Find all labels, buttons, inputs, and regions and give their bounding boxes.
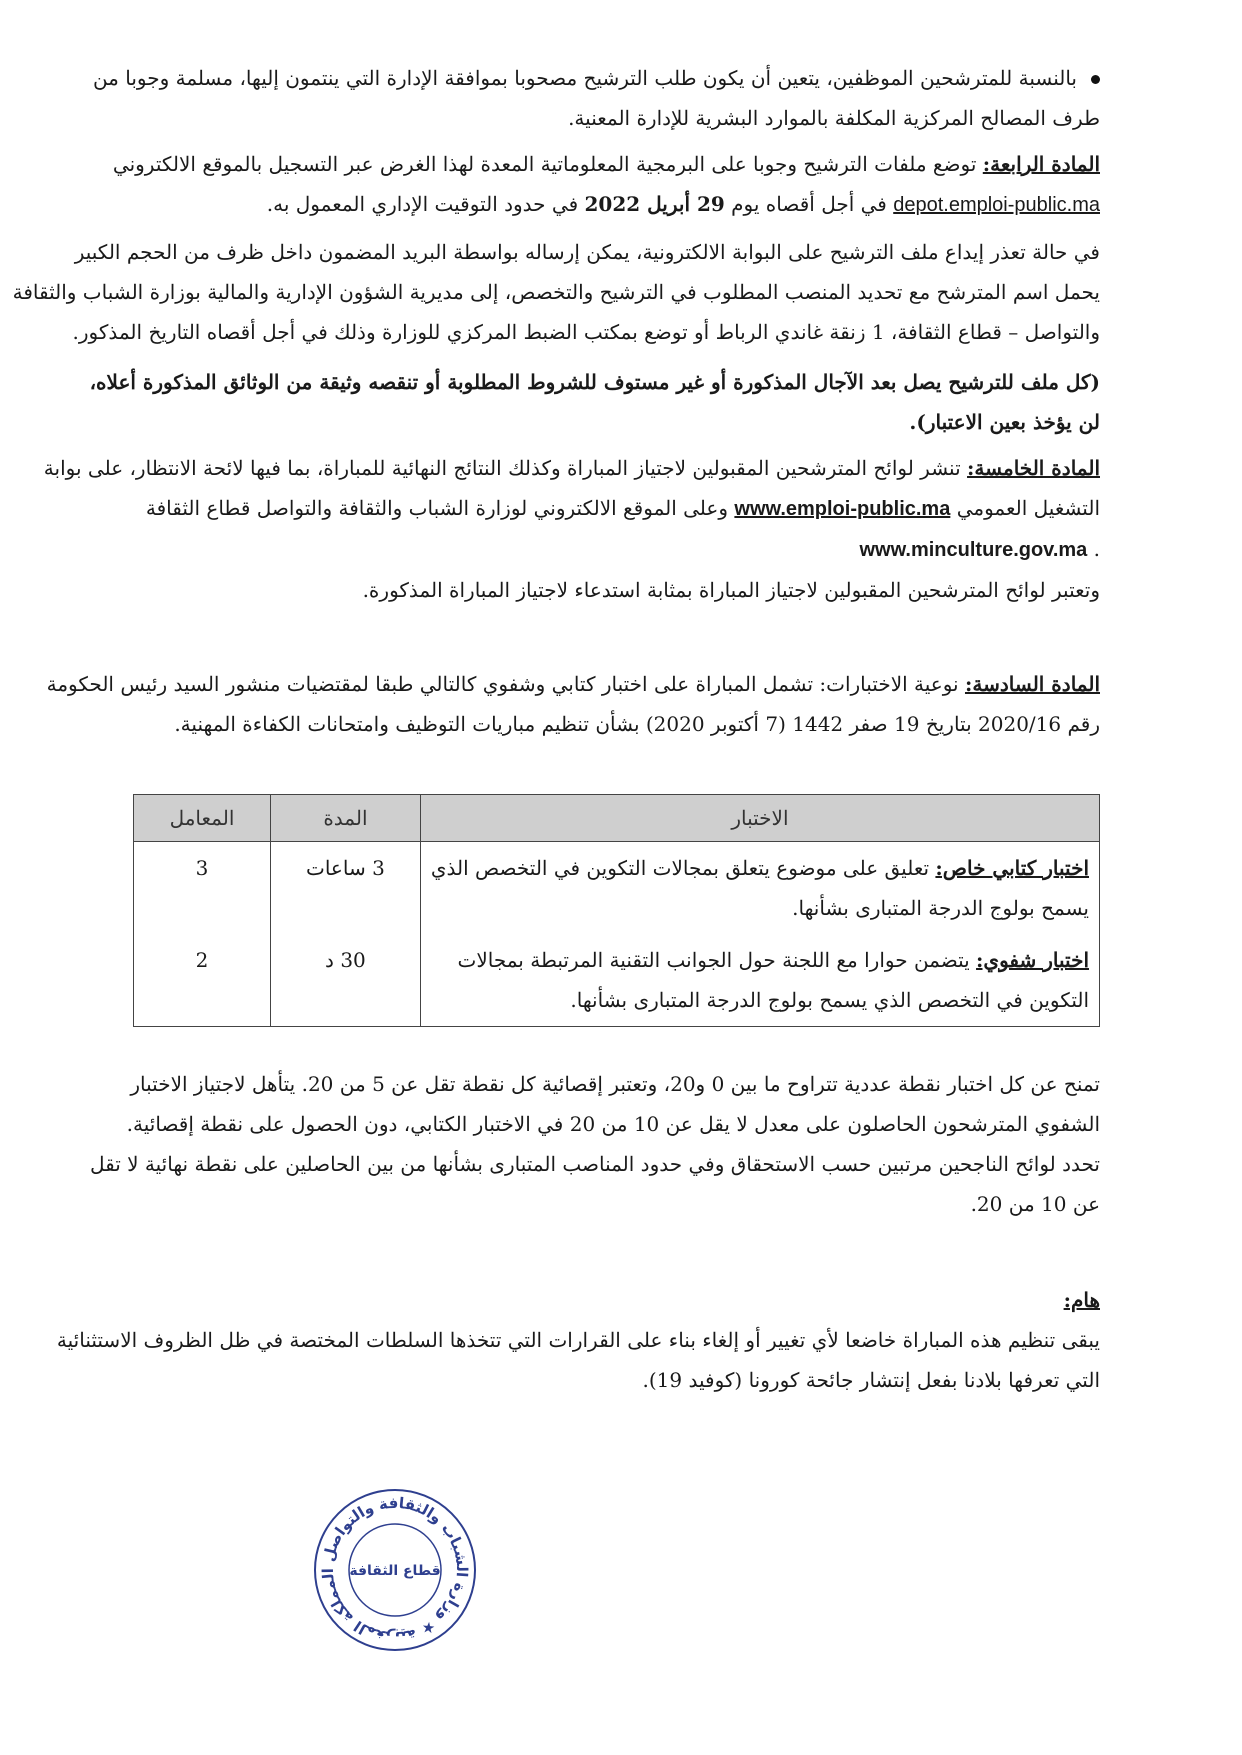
para-line: طرف المصالح المركزية المكلفة بالموارد البشرية للإدارة المعنية.	[568, 106, 1100, 130]
deadline-date: 29 أبريل 2022	[584, 192, 725, 216]
test-cell	[420, 934, 1099, 1027]
important-note	[56, 1280, 1100, 1400]
warning-line: لن يؤخذ بعين الاعتبار).	[909, 410, 1100, 434]
minculture-link[interactable]: www.minculture.gov.ma	[859, 539, 1088, 561]
para-mail	[12, 232, 1100, 352]
test-desc: تعليق على موضوع يتعلق بمجالات التكوين في التخصص الذي	[430, 856, 930, 880]
article-6-text: نوعية الاختبارات: تشمل المباراة على اختبار كتابي وشفوي كالتالي طبقا لمقتضيات منشور السيد رئيس الحكومة	[46, 672, 959, 696]
grading-line: تحدد لوائح الناجحين مرتبين حسب الاستحقاق وفي حدود المناصب المتبارى بشأنها من بين الحاصلين على نقطة نهائية لا تقل	[89, 1152, 1100, 1176]
header-coefficient: المعامل	[134, 795, 271, 842]
table-header-row	[134, 795, 1100, 842]
warning-note	[89, 362, 1100, 442]
mail-line: يحمل اسم المترشح مع تحديد المنصب المطلوب في الترشيح والتخصص، إلى مديرية الشؤون الإدارية والمالية بوزارة الشباب والثقافة	[12, 280, 1100, 304]
grading-line: تمنح عن كل اختبار نقطة عددية تتراوح ما بين 0 و20، وتعتبر إقصائية كل نقطة تقل عن 5 من 20. يتأهل لاجتياز الاختبار	[130, 1072, 1100, 1096]
article-6-line-1	[46, 664, 1100, 704]
emploi-public-link[interactable]: www.emploi-public.ma	[734, 498, 951, 520]
test-desc: يتضمن حوارا مع اللجنة حول الجوانب التقنية المرتبطة بمجالات	[457, 948, 970, 972]
article-5-pre: التشغيل العمومي	[956, 496, 1100, 520]
article-6-label: المادة السادسة:	[964, 672, 1100, 696]
tests-table	[133, 794, 1100, 1027]
article-4	[112, 144, 1100, 225]
article-5-post: وعلى الموقع الالكتروني لوزارة الشباب والثقافة والتواصل قطاع الثقافة	[145, 496, 729, 520]
article-5-line-2	[140, 488, 1100, 529]
coefficient-cell: 3	[134, 842, 271, 935]
test-name: اختبار كتابي خاص:	[935, 856, 1089, 880]
mail-line: والتواصل – قطاع الثقافة، 1 زنقة غاندي الرباط أو توضع بمكتب الضبط المركزي للوزارة وذلك في أجل أقصاه التاريخ المذكور.	[72, 320, 1100, 344]
test-name: اختبار شفوي:	[976, 948, 1089, 972]
coefficient-cell: 2	[134, 934, 271, 1027]
article-6	[46, 664, 1100, 744]
para-text: بالنسبة للمترشحين الموظفين، يتعين أن يكون طلب الترشيح مصحوبا بموافقة الإدارة التي ينتمون إليها، مسلمة وجوبا من	[92, 66, 1077, 90]
important-line: يبقى تنظيم هذه المباراة خاضعا لأي تغيير أو إلغاء بناء على القرارات التي تتخذها السلطات المختصة في ظل الظروف الاستثنائية	[56, 1328, 1100, 1352]
deadline-pre: في أجل أقصاه يوم	[731, 192, 887, 216]
article-4-label: المادة الرابعة:	[982, 152, 1100, 176]
test-desc-line	[431, 848, 1089, 888]
grading-line: الشفوي المترشحون الحاصلون على معدل لا يقل عن 10 من 20 في الاختبار الكتابي، دون الحصول على نقطة إقصائية.	[126, 1112, 1100, 1136]
test-desc-line	[431, 940, 1089, 980]
important-line: التي تعرفها بلادنا بفعل إنتشار جائحة كورونا (كوفيد 19).	[642, 1368, 1100, 1392]
important-label: هام:	[1063, 1288, 1100, 1312]
bullet-icon	[1091, 75, 1100, 84]
important-label-line	[140, 1280, 1100, 1320]
para-line	[92, 58, 1100, 98]
test-cell	[420, 842, 1099, 935]
article-4-line-1	[112, 144, 1100, 184]
header-test: الاختبار	[420, 795, 1099, 842]
article-5-line-3	[140, 529, 1100, 570]
article-4-text: توضع ملفات الترشيح وجوبا على البرمجية المعلوماتية المعدة لهذا الغرض عبر التسجيل بالموقع الالكتروني	[112, 152, 977, 176]
mail-line: في حالة تعذر إيداع ملف الترشيح على البوابة الالكترونية، يمكن إرساله بواسطة البريد المضمون داخل ظرف من الحجم الكبير	[74, 240, 1100, 264]
article-5-line-1	[43, 448, 1100, 488]
test-desc-line: يسمح بولوج الدرجة المتبارى بشأنها.	[792, 896, 1089, 920]
article-5-note: وتعتبر لوائح المترشحين المقبولين لاجتياز المباراة بمثابة استدعاء لاجتياز المباراة المذكورة.	[362, 578, 1100, 602]
table-row	[134, 842, 1100, 935]
warning-line: (كل ملف للترشيح يصل بعد الآجال المذكورة أو غير مستوف للشروط المطلوبة أو تنقصه وثيقة من الوثائق المذكورة أعلاه،	[89, 370, 1100, 394]
duration-cell: 3 ساعات	[270, 842, 420, 935]
article-5-text: تنشر لوائح المترشحين المقبولين لاجتياز المباراة وكذلك النتائج النهائية للمباراة، بما فيها لائحة الانتظار، على بوابة	[43, 456, 961, 480]
article-4-line-2	[140, 184, 1100, 225]
article-5	[43, 448, 1100, 610]
test-desc-line: التكوين في التخصص الذي يسمح بولوج الدرجة المتبارى بشأنها.	[570, 988, 1089, 1012]
article-6-line-2: رقم 2020/16 بتاريخ 19 صفر 1442 (7 أكتوبر 2020) بشأن تنظيم مباريات التوظيف وامتحانات الكفاءة المهنية.	[174, 712, 1100, 736]
ministry-stamp-icon	[310, 1485, 480, 1655]
stamp-center-text: قطاع الثقافة	[349, 1563, 441, 1579]
para-candidates	[92, 58, 1100, 138]
article-5-period: .	[1093, 537, 1100, 561]
stamp-ring-text: المملكة المغربية ★ وزارة الشباب والثقافة والتواصل	[318, 1493, 472, 1647]
duration-cell: 30 د	[270, 934, 420, 1027]
deadline-post: في حدود التوقيت الإداري المعمول به.	[266, 192, 579, 216]
depot-site-link[interactable]: depot.emploi-public.ma	[893, 194, 1100, 216]
article-5-label: المادة الخامسة:	[967, 456, 1100, 480]
header-duration: المدة	[270, 795, 420, 842]
table-row	[134, 934, 1100, 1027]
grading-line: عن 10 من 20.	[970, 1192, 1100, 1216]
grading-rules	[89, 1064, 1100, 1224]
